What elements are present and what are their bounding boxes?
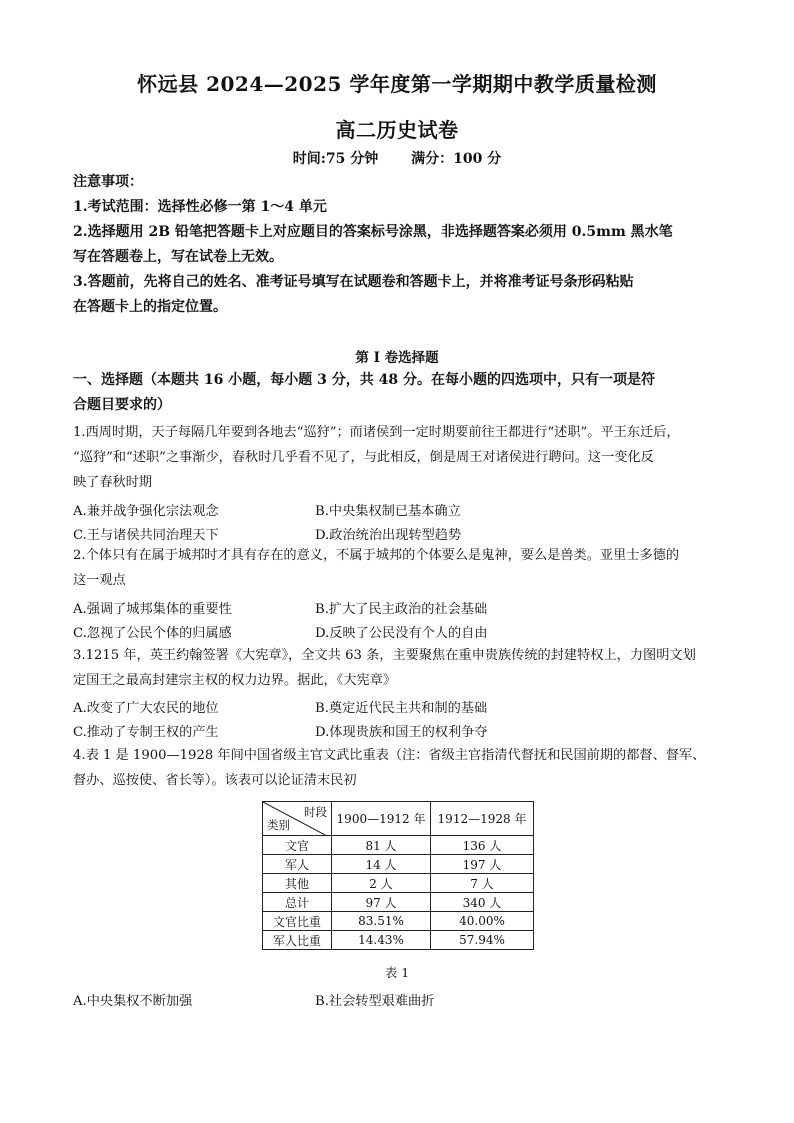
option-c[interactable]: C.王与诸侯共同治理天下 [73, 528, 219, 543]
option-a[interactable]: A.强调了城邦集体的重要性 [73, 602, 232, 617]
notes-line: 写在答题卷上，写在试卷上无效。 [73, 249, 283, 265]
corner-bottom-label: 类别 [267, 818, 290, 832]
option-d[interactable]: D.体现贵族和国王的权利争夺 [315, 725, 488, 740]
table-caption: 表 1 [384, 965, 410, 980]
table-cell: 2 人 [332, 874, 431, 893]
table-row [263, 893, 534, 912]
exam-score: 满分：100 分 [411, 151, 502, 167]
option-b[interactable]: B.社会转型艰难曲折 [315, 994, 435, 1009]
instruction-line: 一、选择题（本题共 16 小题，每小题 3 分，共 48 分。在每小题的四选项中，只有一项是符 [73, 372, 655, 388]
table-cell: 97 人 [332, 893, 431, 912]
corner-top-label: 时段 [304, 805, 327, 819]
row-label: 文官 [263, 836, 332, 855]
option-d[interactable]: D.反映了公民没有个人的自由 [315, 626, 488, 641]
table-row [263, 855, 534, 874]
option-b[interactable]: B.奠定近代民主共和制的基础 [315, 701, 488, 716]
table-cell: 14.43% [332, 931, 431, 950]
notes-line: 3.答题前，先将自己的姓名、准考证号填写在试题卷和答题卡上，并将准考证号条形码粘贴 [73, 274, 634, 290]
table-cell: 40.00% [431, 912, 534, 931]
question-stem-line: 2.个体只有在属于城邦时才具有存在的意义，不属于城邦的个体要么是鬼神，要么是兽类。亚里士多德的 [73, 548, 680, 563]
question-stem-line: 这一观点 [73, 573, 126, 588]
question-stem-line: “巡狩”和“述职”之事渐少，春秋时几乎看不见了，与此相反，倒是周王对诸侯进行聘问。这一变化反 [73, 450, 654, 465]
option-d[interactable]: D.政治统治出现转型趋势 [315, 528, 462, 543]
table-row [263, 836, 534, 855]
section-title: 第 I 卷选择题 [355, 350, 439, 366]
table-cell: 83.51% [332, 912, 431, 931]
instruction-line: 合题目要求的） [73, 397, 171, 413]
question-2 [73, 543, 725, 593]
row-label: 军人 [263, 855, 332, 874]
table-cell: 136 人 [431, 836, 534, 855]
column-header: 1912—1928 年 [431, 802, 534, 836]
question-stem-line: 3.1215 年，英王约翰签署《大宪章》，全文共 63 条，主要聚焦在重申贵族传统的封建特权上，力图明文划 [73, 648, 696, 663]
section-instructions [73, 368, 725, 418]
table-cell: 81 人 [332, 836, 431, 855]
option-a[interactable]: A.兼并战争强化宗法观念 [73, 504, 219, 519]
option-c[interactable]: C.忽视了公民个体的归属感 [73, 626, 232, 641]
table-header-row [263, 802, 534, 836]
question-4 [73, 743, 725, 793]
data-table [262, 801, 534, 950]
table-row [263, 931, 534, 950]
option-b[interactable]: B.扩大了民主政治的社会基础 [315, 602, 488, 617]
exam-time: 时间:75 分钟 [292, 151, 379, 167]
option-a[interactable]: A.改变了广大农民的地位 [73, 701, 219, 716]
option-c[interactable]: C.推动了专制王权的产生 [73, 725, 219, 740]
exam-title: 怀远县 2024—2025 学年度第一学期期中教学质量检测 [137, 72, 657, 96]
notes-line: 1.考试范围：选择性必修一第 1～4 单元 [73, 199, 327, 215]
table-cell: 57.94% [431, 931, 534, 950]
question-stem-line: 定国王之最高封建宗主权的权力边界。据此，《大宪章》 [73, 673, 397, 688]
notes-line: 2.选择题用 2B 铅笔把答题卡上对应题目的答案标号涂黑，非选择题答案必须用 0.5mm 黑水笔 [73, 224, 673, 240]
question-stem-line: 1.西周时期，天子每隔几年要到各地去“巡狩”；而诸侯到一定时期要前往王都进行“述职”。平王东迁后， [73, 425, 680, 440]
question-stem-line: 映了春秋时期 [73, 475, 153, 490]
table-cell: 14 人 [332, 855, 431, 874]
option-a[interactable]: A.中央集权不断加强 [73, 994, 193, 1009]
question-3 [73, 643, 725, 693]
notes [73, 170, 725, 320]
option-b[interactable]: B.中央集权制已基本确立 [315, 504, 461, 519]
row-label: 总计 [263, 893, 332, 912]
table-row [263, 912, 534, 931]
notes-line: 在答题卡上的指定位置。 [73, 299, 227, 315]
table-corner-cell [263, 802, 332, 836]
question-stem-line: 督办、巡按使、省长等）。该表可以论证清末民初 [73, 773, 357, 788]
row-label: 文官比重 [263, 912, 332, 931]
table-cell: 7 人 [431, 874, 534, 893]
table-cell: 340 人 [431, 893, 534, 912]
row-label: 其他 [263, 874, 332, 893]
notes-heading: 注意事项： [73, 174, 143, 190]
row-label: 军人比重 [263, 931, 332, 950]
column-header: 1900—1912 年 [332, 802, 431, 836]
question-stem-line: 4.表 1 是 1900—1928 年间中国省级主官文武比重表（注：省级主官指清代督抚和民国前期的都督、督军、 [73, 748, 706, 763]
question-1 [73, 420, 725, 495]
exam-subtitle: 高二历史试卷 [335, 118, 459, 142]
exam-meta [0, 148, 794, 168]
table-cell: 197 人 [431, 855, 534, 874]
table-row [263, 874, 534, 893]
